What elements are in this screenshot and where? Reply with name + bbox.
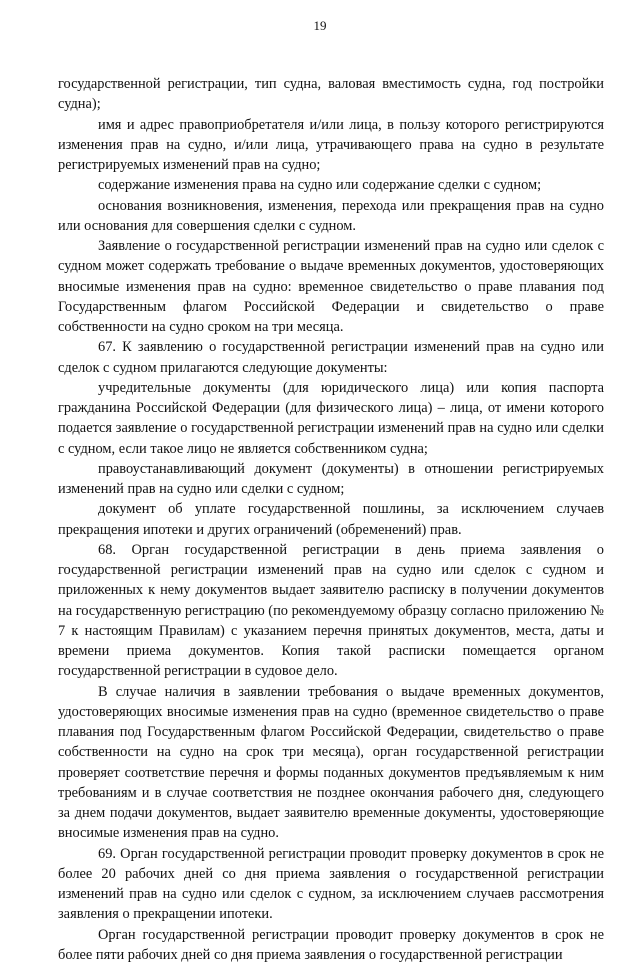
paragraph-2: имя и адрес правоприобретателя и/или лица, в пользу которого регистрируются изменения прав на судно, и/или лица, утрачивающего права на судно в результате регистрируемых изменений прав на судно;	[58, 115, 604, 176]
paragraph-3: содержание изменения права на судно или содержание сделки с судном;	[58, 175, 604, 195]
page-number: 19	[0, 18, 640, 34]
paragraph-10: 68. Орган государственной регистрации в день приема заявления о государственной регистрации изменений прав на судно или сделок с судном и приложенных к нему документов выдает заявителю расписку в получении документов на государственную регистрацию (по рекомендуемому образцу согласно приложению № 7 к настоящим Правилам) с указанием перечня принятых документов, места, даты и времени приема документов. Копия такой расписки помещается органом государственной регистрации в судовое дело.	[58, 540, 604, 682]
paragraph-9: документ об уплате государственной пошлины, за исключением случаев прекращения ипотеки и других ограничений (обременений) прав.	[58, 499, 604, 540]
document-body	[58, 74, 604, 965]
paragraph-13: Орган государственной регистрации проводит проверку документов в срок не более пяти рабочих дней со дня приема заявления о государственной регистрации	[58, 925, 604, 965]
paragraph-11: В случае наличия в заявлении требования о выдаче временных документов, удостоверяющих вносимые изменения прав на судно (временное свидетельство о праве плавания под Государственным флагом Российской Федерации, свидетельство о праве собственности на судно на срок три месяца), орган государственной регистрации проверяет соответствие перечня и формы поданных документов предъявляемым к ним требованиям и в случае соответствия не позднее окончания рабочего дня, следующего за днем подачи документов, выдает заявителю временные документы, удостоверяющие вносимые изменения прав на судно.	[58, 682, 604, 844]
paragraph-7: учредительные документы (для юридического лица) или копия паспорта гражданина Российской Федерации (для физического лица) – лица, от имени которого подается заявление о государственной регистрации изменений прав на судно или сделки с судном, если такое лицо не является собственником судна;	[58, 378, 604, 459]
paragraph-6: 67. К заявлению о государственной регистрации изменений прав на судно или сделок с судном прилагаются следующие документы:	[58, 337, 604, 378]
paragraph-4: основания возникновения, изменения, перехода или прекращения прав на судно или основания для совершения сделки с судном.	[58, 196, 604, 237]
paragraph-12: 69. Орган государственной регистрации проводит проверку документов в срок не более 20 рабочих дней со дня приема заявления о государственной регистрации изменений прав на судно или сделок с судном, за исключением случаев рассмотрения заявления о прекращении ипотеки.	[58, 844, 604, 925]
paragraph-8: правоустанавливающий документ (документы) в отношении регистрируемых изменений прав на судно или сделки с судном;	[58, 459, 604, 500]
paragraph-1: государственной регистрации, тип судна, валовая вместимость судна, год постройки судна);	[58, 74, 604, 115]
paragraph-5: Заявление о государственной регистрации изменений прав на судно или сделок с судном может содержать требование о выдаче временных документов, удостоверяющих вносимые изменения прав на судно: временное свидетельство о праве плавания под Государственным флагом Российской Федерации и свидетельство о праве собственности на судно сроком на три месяца.	[58, 236, 604, 337]
